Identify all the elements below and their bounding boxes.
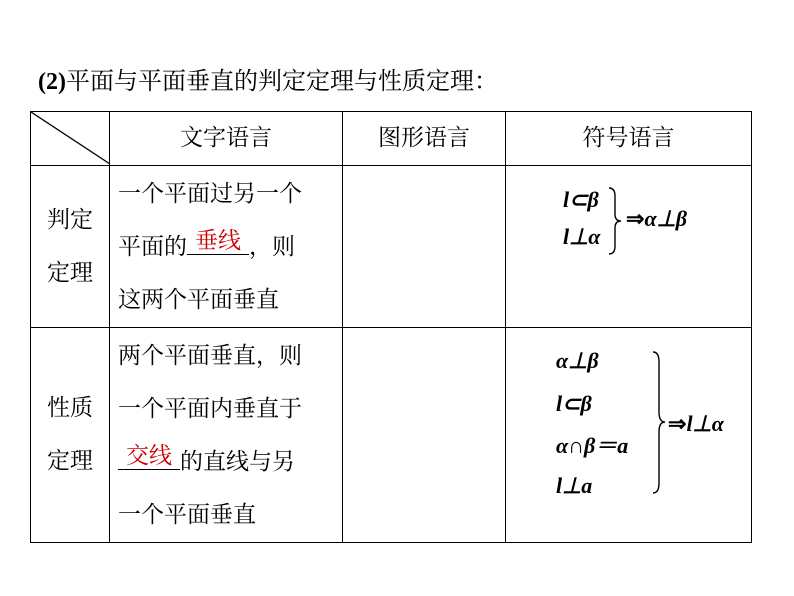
right-brace-icon (606, 186, 624, 256)
judgment-figure-cell (343, 166, 506, 328)
right-brace-icon (650, 350, 668, 495)
answer-blank-perpendicular: 垂线 (187, 228, 249, 255)
row-header-property (31, 328, 110, 543)
property-conclusion: ⇒l⊥α (668, 411, 724, 436)
table-header-row (31, 112, 752, 166)
judgment-conclusion: ⇒α⊥β (626, 206, 688, 231)
judgment-symbol-cell (506, 166, 752, 328)
property-text-line-1: 两个平面垂直，则 (118, 343, 302, 369)
row-header-line-1: 判定 (47, 206, 93, 233)
judgment-text-line-1: 一个平面过另一个 (118, 181, 302, 207)
property-condition-4: l⊥a (556, 473, 593, 498)
column-header-figure-language: 图形语言 (343, 112, 506, 166)
table-row-judgment (31, 166, 752, 328)
column-header-text-language: 文字语言 (110, 112, 343, 166)
judgment-text-line-2: 平面的 垂线 ，则 (118, 228, 295, 260)
property-condition-1: α⊥β (556, 348, 599, 373)
property-symbol-cell (506, 328, 752, 543)
diagonal-corner-cell (31, 112, 110, 166)
row-header-line-2: 定理 (47, 259, 93, 286)
row-header-judgment (31, 166, 110, 328)
table-row-property (31, 328, 752, 543)
property-text-line-2: 一个平面内垂直于 (118, 396, 302, 422)
judgment-text-line-3: 这两个平面垂直 (118, 287, 279, 313)
column-header-symbol-language: 符号语言 (506, 112, 752, 166)
judgment-text-cell (110, 166, 343, 328)
answer-blank-intersection: 交线 (118, 443, 180, 470)
section-title: 平面与平面垂直的判定定理与性质定理： (65, 67, 498, 95)
property-text-line-4: 一个平面垂直 (118, 502, 256, 528)
section-number: (2) (38, 69, 66, 95)
row-header-line-2: 定理 (47, 448, 93, 474)
property-figure-cell (343, 328, 506, 543)
row-header-line-1: 性质 (47, 395, 93, 421)
section-heading (38, 64, 498, 99)
property-condition-2: l⊂β (556, 391, 592, 416)
judgment-condition-2: l⊥α (563, 224, 601, 249)
property-text-cell (110, 328, 343, 543)
property-text-line-3: 交线 的直线与另 (118, 436, 336, 489)
diagonal-line (31, 112, 110, 164)
theorem-table (30, 111, 752, 543)
judgment-condition-1: l⊂β (563, 187, 599, 212)
property-condition-3: α∩β＝a (556, 433, 629, 458)
